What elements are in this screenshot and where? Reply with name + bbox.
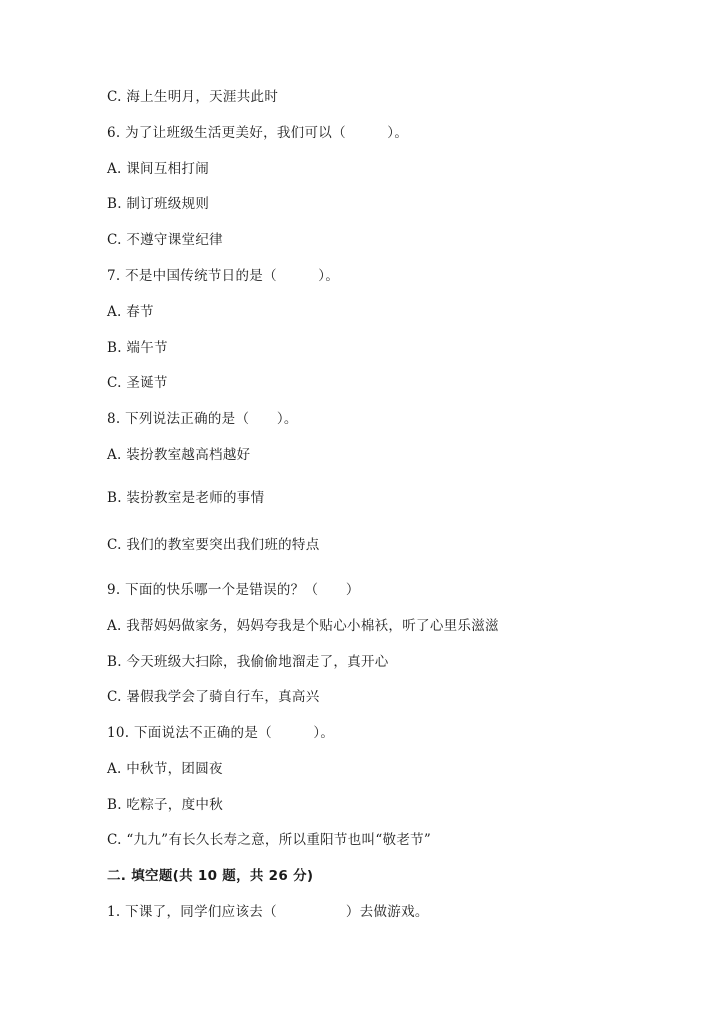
fill-q1-question: 1. 下课了，同学们应该去（ ）去做游戏。 [107, 904, 429, 920]
q9-option-a: A. 我帮妈妈做家务，妈妈夸我是个贴心小棉袄，听了心里乐滋滋 [107, 618, 499, 634]
q8-option-a: A. 装扮教室越高档越好 [107, 447, 251, 463]
q6-option-b: B. 制订班级规则 [107, 196, 210, 212]
q7-option-a: A. 春节 [107, 304, 154, 320]
q9-option-b: B. 今天班级大扫除，我偷偷地溜走了，真开心 [107, 654, 389, 670]
q9-question: 9. 下面的快乐哪一个是错误的？（ ） [107, 582, 360, 598]
q10-question: 10. 下面说法不正确的是（ ）。 [107, 725, 335, 741]
q8-question: 8. 下列说法正确的是（ ）。 [107, 411, 298, 427]
q7-option-c: C. 圣诞节 [107, 375, 168, 391]
q6-option-c: C. 不遵守课堂纪律 [107, 232, 223, 248]
q6-question: 6. 为了让班级生活更美好，我们可以（ ）。 [107, 125, 409, 141]
q8-option-b: B. 装扮教室是老师的事情 [107, 490, 265, 506]
q8-option-c: C. 我们的教室要突出我们班的特点 [107, 537, 320, 553]
q7-option-b: B. 端午节 [107, 340, 168, 356]
q10-option-b: B. 吃粽子，度中秋 [107, 797, 224, 813]
q7-question: 7. 不是中国传统节日的是（ ）。 [107, 268, 340, 284]
section-heading: 二. 填空题(共 10 题，共 26 分) [107, 868, 314, 884]
q10-option-c: C. “九九”有长久长寿之意，所以重阳节也叫“敬老节” [107, 832, 432, 848]
q10-option-a: A. 中秋节，团圆夜 [107, 761, 223, 777]
q5-option-c: C. 海上生明月，天涯共此时 [107, 89, 279, 105]
q6-option-a: A. 课间互相打闹 [107, 161, 210, 177]
q9-option-c: C. 暑假我学会了骑自行车，真高兴 [107, 689, 320, 705]
